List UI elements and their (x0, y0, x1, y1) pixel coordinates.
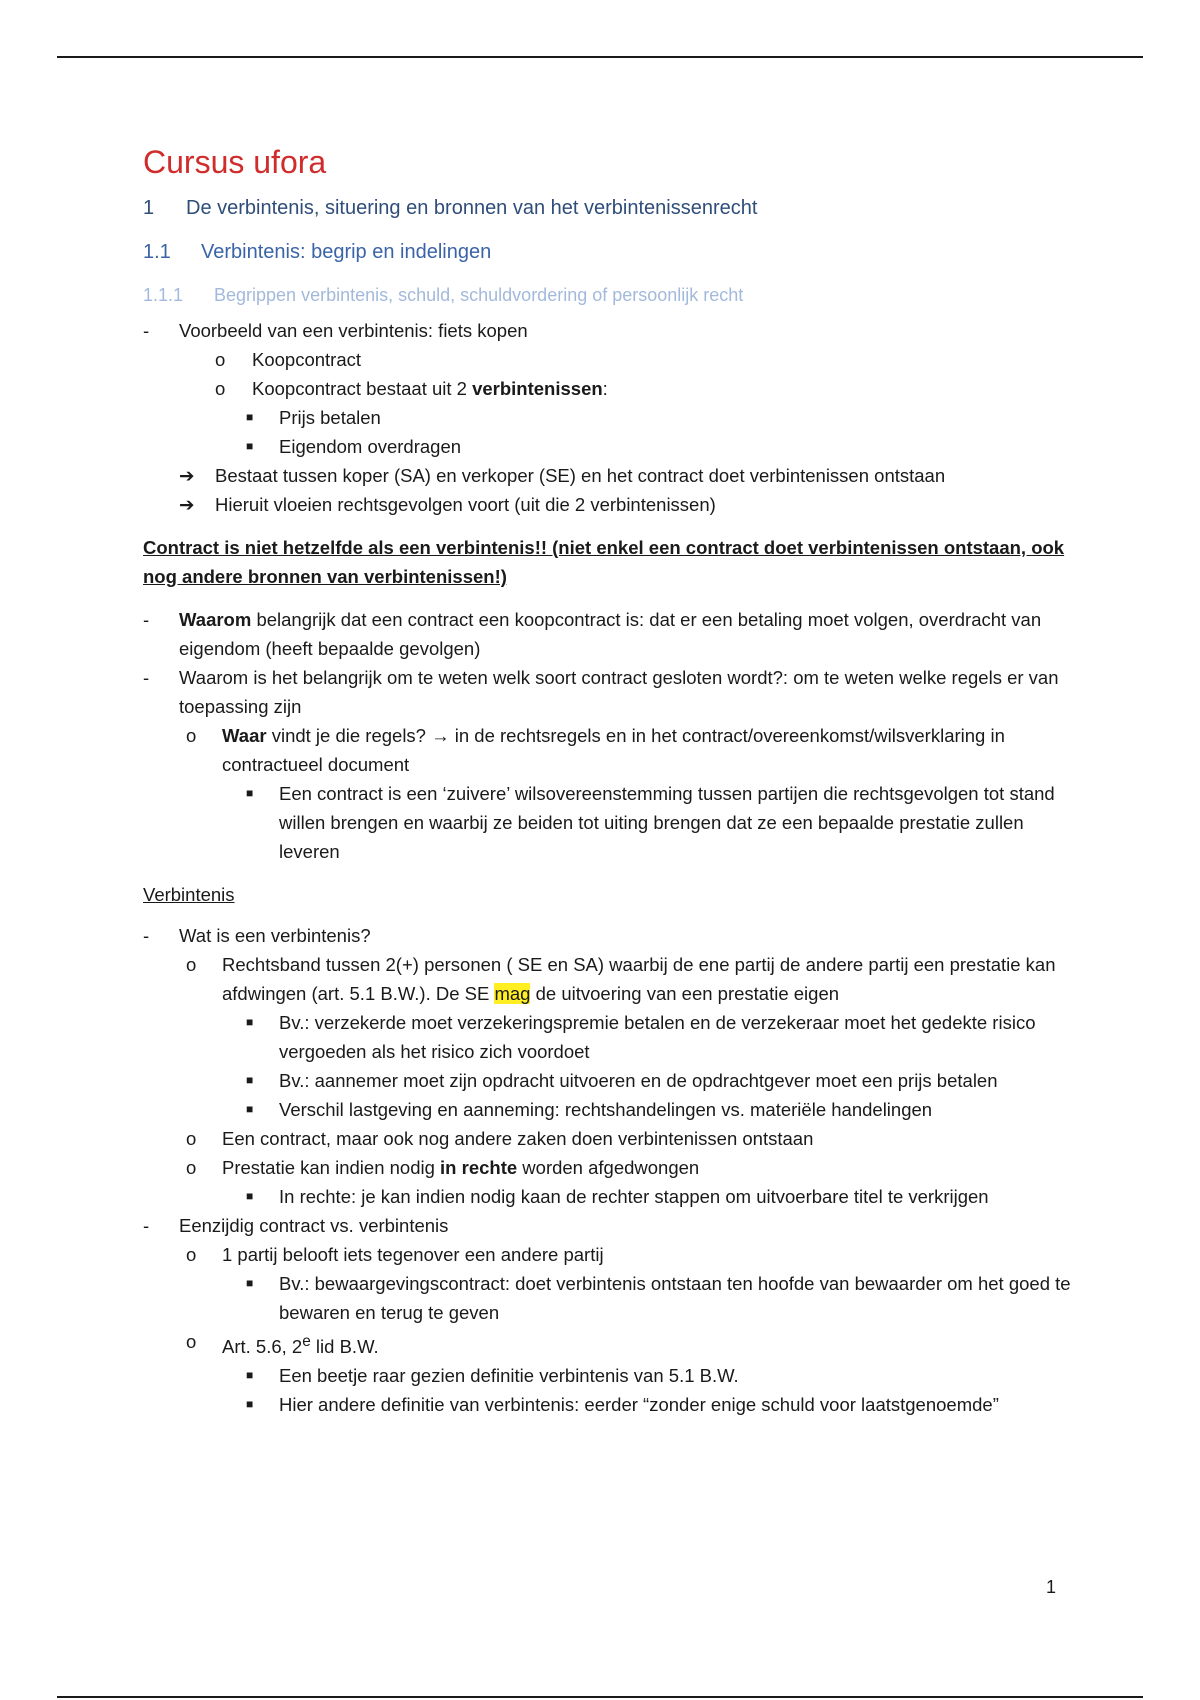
list-item-text: Hier andere definitie van verbintenis: eerder “zonder enige schuld voor laatstgenoemde” (279, 1394, 999, 1416)
heading-2 (143, 238, 1083, 266)
square-bullet-icon: ■ (246, 1397, 254, 1412)
circle-bullet-icon: o (215, 349, 226, 370)
list-item-text: Eigendom overdragen (279, 436, 462, 457)
list-item (143, 461, 1083, 490)
square-bullet-icon: ■ (246, 1102, 254, 1116)
list-item-text: Art. 5.6, 2 (222, 1336, 303, 1358)
list-item-text: Een beetje raar gezien definitie verbintenis van 5.1 B.W. (279, 1365, 739, 1387)
list-item-text: Hieruit vloeien rechtsgevolgen voort (uit die 2 verbintenissen) (215, 494, 716, 515)
bold-text: verbintenissen (472, 378, 603, 399)
list-item (143, 1211, 1083, 1240)
list-item-text: Rechtsband tussen 2(+) personen ( SE en SA) waarbij de ene partij de andere partij een prestatie kan afdwingen (art. 5.1 B.W.). De SE (222, 954, 1056, 1004)
list-item (143, 1361, 1083, 1390)
list-item (143, 345, 1083, 374)
list-item (143, 432, 1083, 461)
dash-bullet: - (143, 320, 150, 341)
list-item-text: vindt je die regels? → in de rechtsregels en in het contract/overeenkomst/wilsverklaring in contractueel document (222, 725, 1005, 775)
heading-3-number: 1.1.1 (143, 285, 184, 305)
square-bullet-icon: ■ (246, 1073, 254, 1087)
arrow-right-icon: ➔ (179, 465, 195, 486)
heading-1-text: De verbintenis, situering en bronnen van het verbintenissenrecht (186, 197, 758, 219)
dash-bullet: - (143, 609, 150, 630)
list-item-text: Bv.: aannemer moet zijn opdracht uitvoeren en de opdrachtgever moet een prijs betalen (279, 1070, 998, 1091)
superscript-text: e (302, 1333, 311, 1350)
list-item (143, 316, 1083, 345)
list-item (143, 1182, 1083, 1211)
page-title: Cursus ufora (143, 144, 327, 180)
bold-text: Waar (222, 725, 267, 746)
list-item-text: Bv.: bewaargevingscontract: doet verbintenis ontstaan ten hoofde van bewaarder om het goed te bewaren en terug te geven (279, 1273, 1071, 1323)
list-item-text: Wat is een verbintenis? (179, 925, 371, 946)
list-item (143, 1269, 1083, 1327)
list-item-text: Waarom is het belangrijk om te weten welk soort contract gesloten wordt?: om te weten welke regels er van toepassing zijn (179, 667, 1059, 717)
heading-1-number: 1 (143, 197, 155, 219)
circle-bullet-icon: o (186, 954, 197, 975)
list-item (143, 779, 1083, 866)
heading-2-number: 1.1 (143, 241, 171, 263)
page-number: 1 (1046, 1577, 1057, 1597)
square-bullet-icon: ■ (246, 1015, 254, 1029)
list-item-text: Koopcontract (252, 349, 362, 370)
bold-text: Waarom (179, 609, 252, 630)
circle-bullet-icon: o (186, 1128, 197, 1149)
list-item-text: Bestaat tussen koper (SA) en verkoper (SE) en het contract doet verbintenissen ontstaan (215, 465, 946, 486)
list-item (143, 1095, 1083, 1124)
list-item (143, 1008, 1083, 1066)
bottom-rule (57, 1696, 1143, 1698)
square-bullet-icon: ■ (246, 410, 254, 424)
circle-bullet-icon: o (186, 725, 197, 746)
list-item-text: Verschil lastgeving en aanneming: rechtshandelingen vs. materiële handelingen (279, 1099, 933, 1120)
list-item (143, 1240, 1083, 1269)
bold-text: in rechte (440, 1157, 518, 1178)
highlighted-text: mag (494, 983, 531, 1004)
square-bullet-icon: ■ (246, 786, 254, 800)
top-rule (57, 56, 1143, 58)
list-item-text: de uitvoering van een prestatie eigen (530, 983, 840, 1004)
list-item-text: belangrijk dat een contract een koopcontract is: dat er een betaling moet volgen, overdracht van eigendom (heeft bepaalde gevolgen) (179, 609, 1042, 659)
dash-bullet: - (143, 1215, 150, 1236)
list-item (143, 950, 1083, 1008)
square-bullet-icon: ■ (246, 1368, 254, 1383)
heading-3-text: Begrippen verbintenis, schuld, schuldvordering of persoonlijk recht (214, 285, 744, 305)
circle-bullet-icon: o (186, 1244, 197, 1265)
list-item (143, 490, 1083, 519)
heading-2-text: Verbintenis: begrip en indelingen (201, 241, 492, 263)
list-item-text: Prestatie kan indien nodig (222, 1157, 441, 1178)
heading-1 (143, 194, 1083, 222)
list-item-text: Voorbeeld van een verbintenis: fiets kopen (179, 320, 528, 341)
list-item (143, 1390, 1083, 1419)
dash-bullet: - (143, 925, 150, 946)
list-item-text: worden afgedwongen (517, 1157, 700, 1178)
list-item-text: lid B.W. (310, 1336, 379, 1358)
list-item (143, 721, 1083, 779)
list-item-text: Eenzijdig contract vs. verbintenis (179, 1215, 449, 1236)
list-item-text: In rechte: je kan indien nodig kaan de rechter stappen om uitvoerbare titel te verkrijgen (279, 1186, 989, 1207)
list-item (143, 1066, 1083, 1095)
list-item (143, 921, 1083, 950)
document-body (143, 140, 1083, 1419)
list-item (143, 374, 1083, 403)
list-item (143, 1153, 1083, 1182)
list-item (143, 403, 1083, 432)
list-item-text: Bv.: verzekerde moet verzekeringspremie betalen en de verzekeraar moet het gedekte risico vergoeden als het risico zich voordoet (279, 1012, 1036, 1062)
list-item-text: 1 partij belooft iets tegenover een andere partij (222, 1244, 604, 1265)
square-bullet-icon: ■ (246, 439, 254, 453)
list-item (143, 605, 1083, 663)
arrow-right-icon: ➔ (179, 494, 195, 515)
dash-bullet: - (143, 667, 150, 688)
square-bullet-icon: ■ (246, 1276, 254, 1290)
list-item-text: Prijs betalen (279, 407, 381, 428)
list-item-text: Een contract is een ‘zuivere’ wilsovereenstemming tussen partijen die rechtsgevolgen tot stand willen brengen en waarbij ze beiden tot uiting brengen dat ze een bepaalde prestatie zullen leveren (279, 783, 1055, 862)
list-item-text: Koopcontract bestaat uit 2 (252, 378, 473, 399)
list-item-text: : (602, 378, 608, 399)
section-heading-verbintenis: Verbintenis (143, 884, 235, 905)
circle-bullet-icon: o (186, 1331, 197, 1352)
list-item (143, 663, 1083, 721)
circle-bullet-icon: o (215, 378, 226, 399)
square-bullet-icon: ■ (246, 1189, 254, 1203)
heading-3 (143, 282, 1083, 308)
warning-note: Contract is niet hetzelfde als een verbintenis!! (niet enkel een contract doet verbintenissen ontstaan, ook nog andere bronnen van verbintenissen!) (143, 537, 1065, 587)
list-item (143, 1327, 1083, 1361)
list-item-text: Een contract, maar ook nog andere zaken doen verbintenissen ontstaan (222, 1128, 814, 1149)
list-item (143, 1124, 1083, 1153)
circle-bullet-icon: o (186, 1157, 197, 1178)
